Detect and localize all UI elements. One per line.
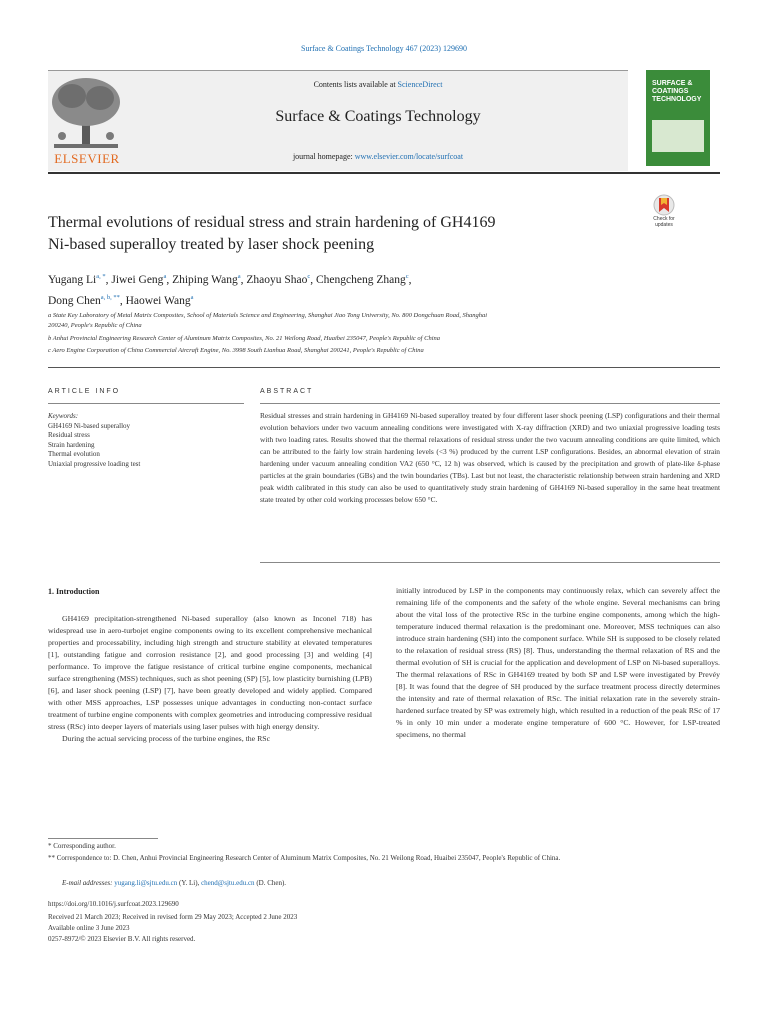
author-affil-mark[interactable]: a — [190, 293, 194, 301]
available-online: Available online 3 June 2023 — [48, 924, 130, 932]
body-left-column — [48, 613, 372, 745]
doi-link[interactable]: https://doi.org/10.1016/j.surfcoat.2023.129690 — [48, 900, 179, 908]
author-name[interactable]: Dong Chen — [48, 294, 101, 307]
author-name[interactable]: Chengcheng Zhang — [316, 273, 406, 286]
author-affil-mark[interactable]: a — [163, 273, 167, 280]
journal-homepage-line — [128, 152, 628, 161]
info-rule — [48, 403, 244, 404]
email-owner: (Y. Li), — [179, 879, 200, 887]
section-divider — [48, 367, 720, 368]
affiliation-a: a State Key Laboratory of Metal Matrix Composites, School of Materials Science and Engineering, Shanghai Jiao Tong University, No. 800 Dongchuan Road, Shanghai — [48, 312, 488, 319]
footnote-rule — [48, 838, 158, 839]
title-line-2: Ni-based superalloy treated by laser shock peening — [48, 236, 375, 253]
copyright-notice: 0257-8972/© 2023 Elsevier B.V. All rights reserved. — [48, 935, 196, 943]
keyword-item: Strain hardening — [48, 440, 95, 449]
publisher-wordmark: ELSEVIER — [54, 151, 120, 166]
body-paragraph: initially introduced by LSP in the components may continuously relax, which can severely affect the remaining life of the components and the safety of the whole engine. Several mechanisms can bring about the vital loss of the protective RSc in the turbine engine components, among which the high-temperature induced thermal relaxation is the predominant one. Moreover, MSS techniques can also introduce strain hardening (SH) into the component surface. While SH is supposed to be closely related to the relaxation of residual stress (RS) [8]. Thus, understanding the thermal relaxation of RS and the thermal evolution of SH is crucial for the application and development of LSP on Ni-based superalloys. The thermal relaxations of RSc in GH4169 treated by both SP and LSP were investigated by Prevéy [8]. It was found that the degree of SH produced by the surface treatment process directly determines the intensity and rate of thermal relaxation of RSc. The initial relaxation rate in the severely strain-hardened surface treated by SP was extremely high, which resulted in a reduction of the peak RSc of 17 % in only 10 min under a moderate engine temperature of 600 °C. However, for LSP-treated specimens, no thermal — [396, 586, 720, 739]
homepage-prefix: journal homepage: — [292, 152, 355, 161]
cover-figure — [652, 120, 704, 152]
section-heading-introduction: 1. Introduction — [48, 587, 100, 596]
sciencedirect-link[interactable]: ScienceDirect — [397, 80, 443, 89]
abstract-heading: ABSTRACT — [260, 388, 314, 395]
email-owner: (D. Chen). — [256, 879, 287, 887]
journal-title: Surface & Coatings Technology — [275, 108, 481, 125]
journal-homepage-link[interactable]: www.elsevier.com/locate/surfcoat — [354, 152, 464, 161]
body-paragraph: GH4169 precipitation-strengthened Ni-based superalloy (also known as Inconel 718) has widespread use in aero-turbojet engine components owing to its excellent comprehensive mechanical properties and processability, including high strength and structure stability at elevated temperatures [1], outstanding fatigue and corrosion resistance [2], and good processing [3] and welding [4] performance. To improve the fatigue resistance of critical turbine engine components, mechanical surface strengthening (MSS) techniques, such as shot peening (SP) [5], low plasticity burnishing (LPB) [6], and laser shock peening (LSP) [7], have been greatly developed and widely applied. Compared with other MSS approaches, LSP possesses unique advantages in conducting non-contact surface treatment of turbine engine components with complex geometries and introducing compressive residual stress (RSc) into deeper layers of materials using laser pulses with high energy density. — [48, 614, 372, 731]
author-name[interactable]: Yugang Li — [48, 273, 97, 286]
cover-title: SURFACE & COATINGS TECHNOLOGY — [652, 80, 702, 103]
keyword-item: Residual stress — [48, 431, 90, 439]
author-affil-mark[interactable]: a, b, ** — [100, 293, 120, 301]
author-affil-mark[interactable]: a — [237, 273, 241, 280]
keyword-item: Thermal evolution — [48, 450, 100, 458]
footnote-corresponding: * Corresponding author. — [48, 842, 116, 850]
keyword-item: GH4169 Ni-based superalloy — [48, 421, 131, 430]
abstract-rule — [260, 403, 720, 404]
author-affil-mark[interactable]: c — [307, 273, 311, 280]
keywords-block — [48, 412, 248, 469]
footnote-correspondence: ** Correspondence to: D. Chen, Anhui Provincial Engineering Research Center of Aluminum Matrix Composites, No. 21 Weilong Road, Huaibei 235047, People's Republic of China. — [48, 854, 561, 862]
contents-line — [128, 80, 628, 89]
journal-cover-image[interactable] — [646, 70, 710, 166]
paper-title — [48, 212, 638, 256]
affiliation-a-cont: 200240, People's Republic of China — [48, 322, 142, 329]
email-link[interactable]: chend@sjtu.edu.cn — [201, 879, 255, 887]
body-right-column — [396, 585, 720, 741]
header-divider — [48, 172, 720, 174]
footnote-emails — [48, 878, 720, 889]
abstract-text: Residual stresses and strain hardening in GH4169 Ni-based superalloy treated by four different laser shock peening (LSP) configurations and their thermal evolution behaviors under two vacuum annealing conditions were investigated with X-ray diffraction (XRD) and two uniaxial progressive loading tests with two loading rates. Results showed that the thermal relaxations of residual stress under the two vacuum annealing conditions are quite limited, which can be attributed to the fairly low strain hardening levels (<3 %) produced by the current LSP configurations. Besides, an abnormal elevation of strain hardening under vacuum annealing condition VA2 (650 °C, 12 h) was observed, which is caused by the precipitation and growth of plate-like δ-phase particles at the grain boundaries (GBs) and the twin boundaries (TBs). Last but not least, the characteristic relationship between strain hardening and XRD peak width calibrated in this study can also be used to quantitatively study strain hardening of GH4169 Ni-based superalloy in the same heat treatment state treated by other cold working processes below 650 °C. — [260, 411, 720, 504]
author-name[interactable]: Zhiping Wang — [172, 273, 238, 286]
contents-prefix: Contents lists available at — [313, 80, 398, 89]
title-line-1: Thermal evolutions of residual stress and strain hardening of GH4169 — [48, 214, 496, 231]
body-paragraph: During the actual servicing process of the turbine engines, the RSc — [62, 734, 271, 743]
article-info-heading: ARTICLE INFO — [48, 388, 121, 395]
affiliation-b: b Anhui Provincial Engineering Research Center of Aluminum Matrix Composites, No. 21 Weilong Road, Huaibei 235047, People's Republic of China — [48, 335, 441, 342]
check-updates-label: Check for updates — [653, 216, 675, 228]
email-label: E-mail addresses: — [62, 879, 113, 887]
author-affil-mark[interactable]: a, * — [96, 273, 106, 280]
received-dates: Received 21 March 2023; Received in revised form 29 May 2023; Accepted 2 June 2023 — [48, 913, 298, 921]
author-name[interactable]: Haowei Wang — [125, 294, 191, 307]
author-name[interactable]: Zhaoyu Shao — [246, 273, 308, 286]
check-for-updates-badge[interactable] — [648, 194, 680, 228]
author-name[interactable]: Jiwei Geng — [111, 273, 164, 286]
affiliation-c: c Aero Engine Corporation of China Commercial Aircraft Engine, No. 3998 South Lianhua Road, Shanghai 200241, People's Republic of China — [48, 347, 424, 354]
author-list: Yugang $Li^{a, *}$, Jiwei Geng$^a$, Zhiping Wang$^a$, Zhaoyu Shao$^c$, Chengcheng Zhang$^c$, Dong Chen$^{a, b, **}$, Haowei Wang$^a$ — [48, 273, 412, 307]
keyword-item: Uniaxial progressive loading test — [48, 459, 141, 468]
author-affil-mark[interactable]: c — [405, 273, 409, 280]
abstract-bottom-rule — [260, 562, 720, 563]
journal-citation[interactable]: Surface & Coatings Technology 467 (2023) 129690 — [301, 44, 467, 53]
email-link[interactable]: yugang.li@sjtu.edu.cn — [114, 879, 178, 887]
bookmark-icon — [648, 194, 680, 216]
keywords-label: Keywords: — [48, 412, 79, 420]
